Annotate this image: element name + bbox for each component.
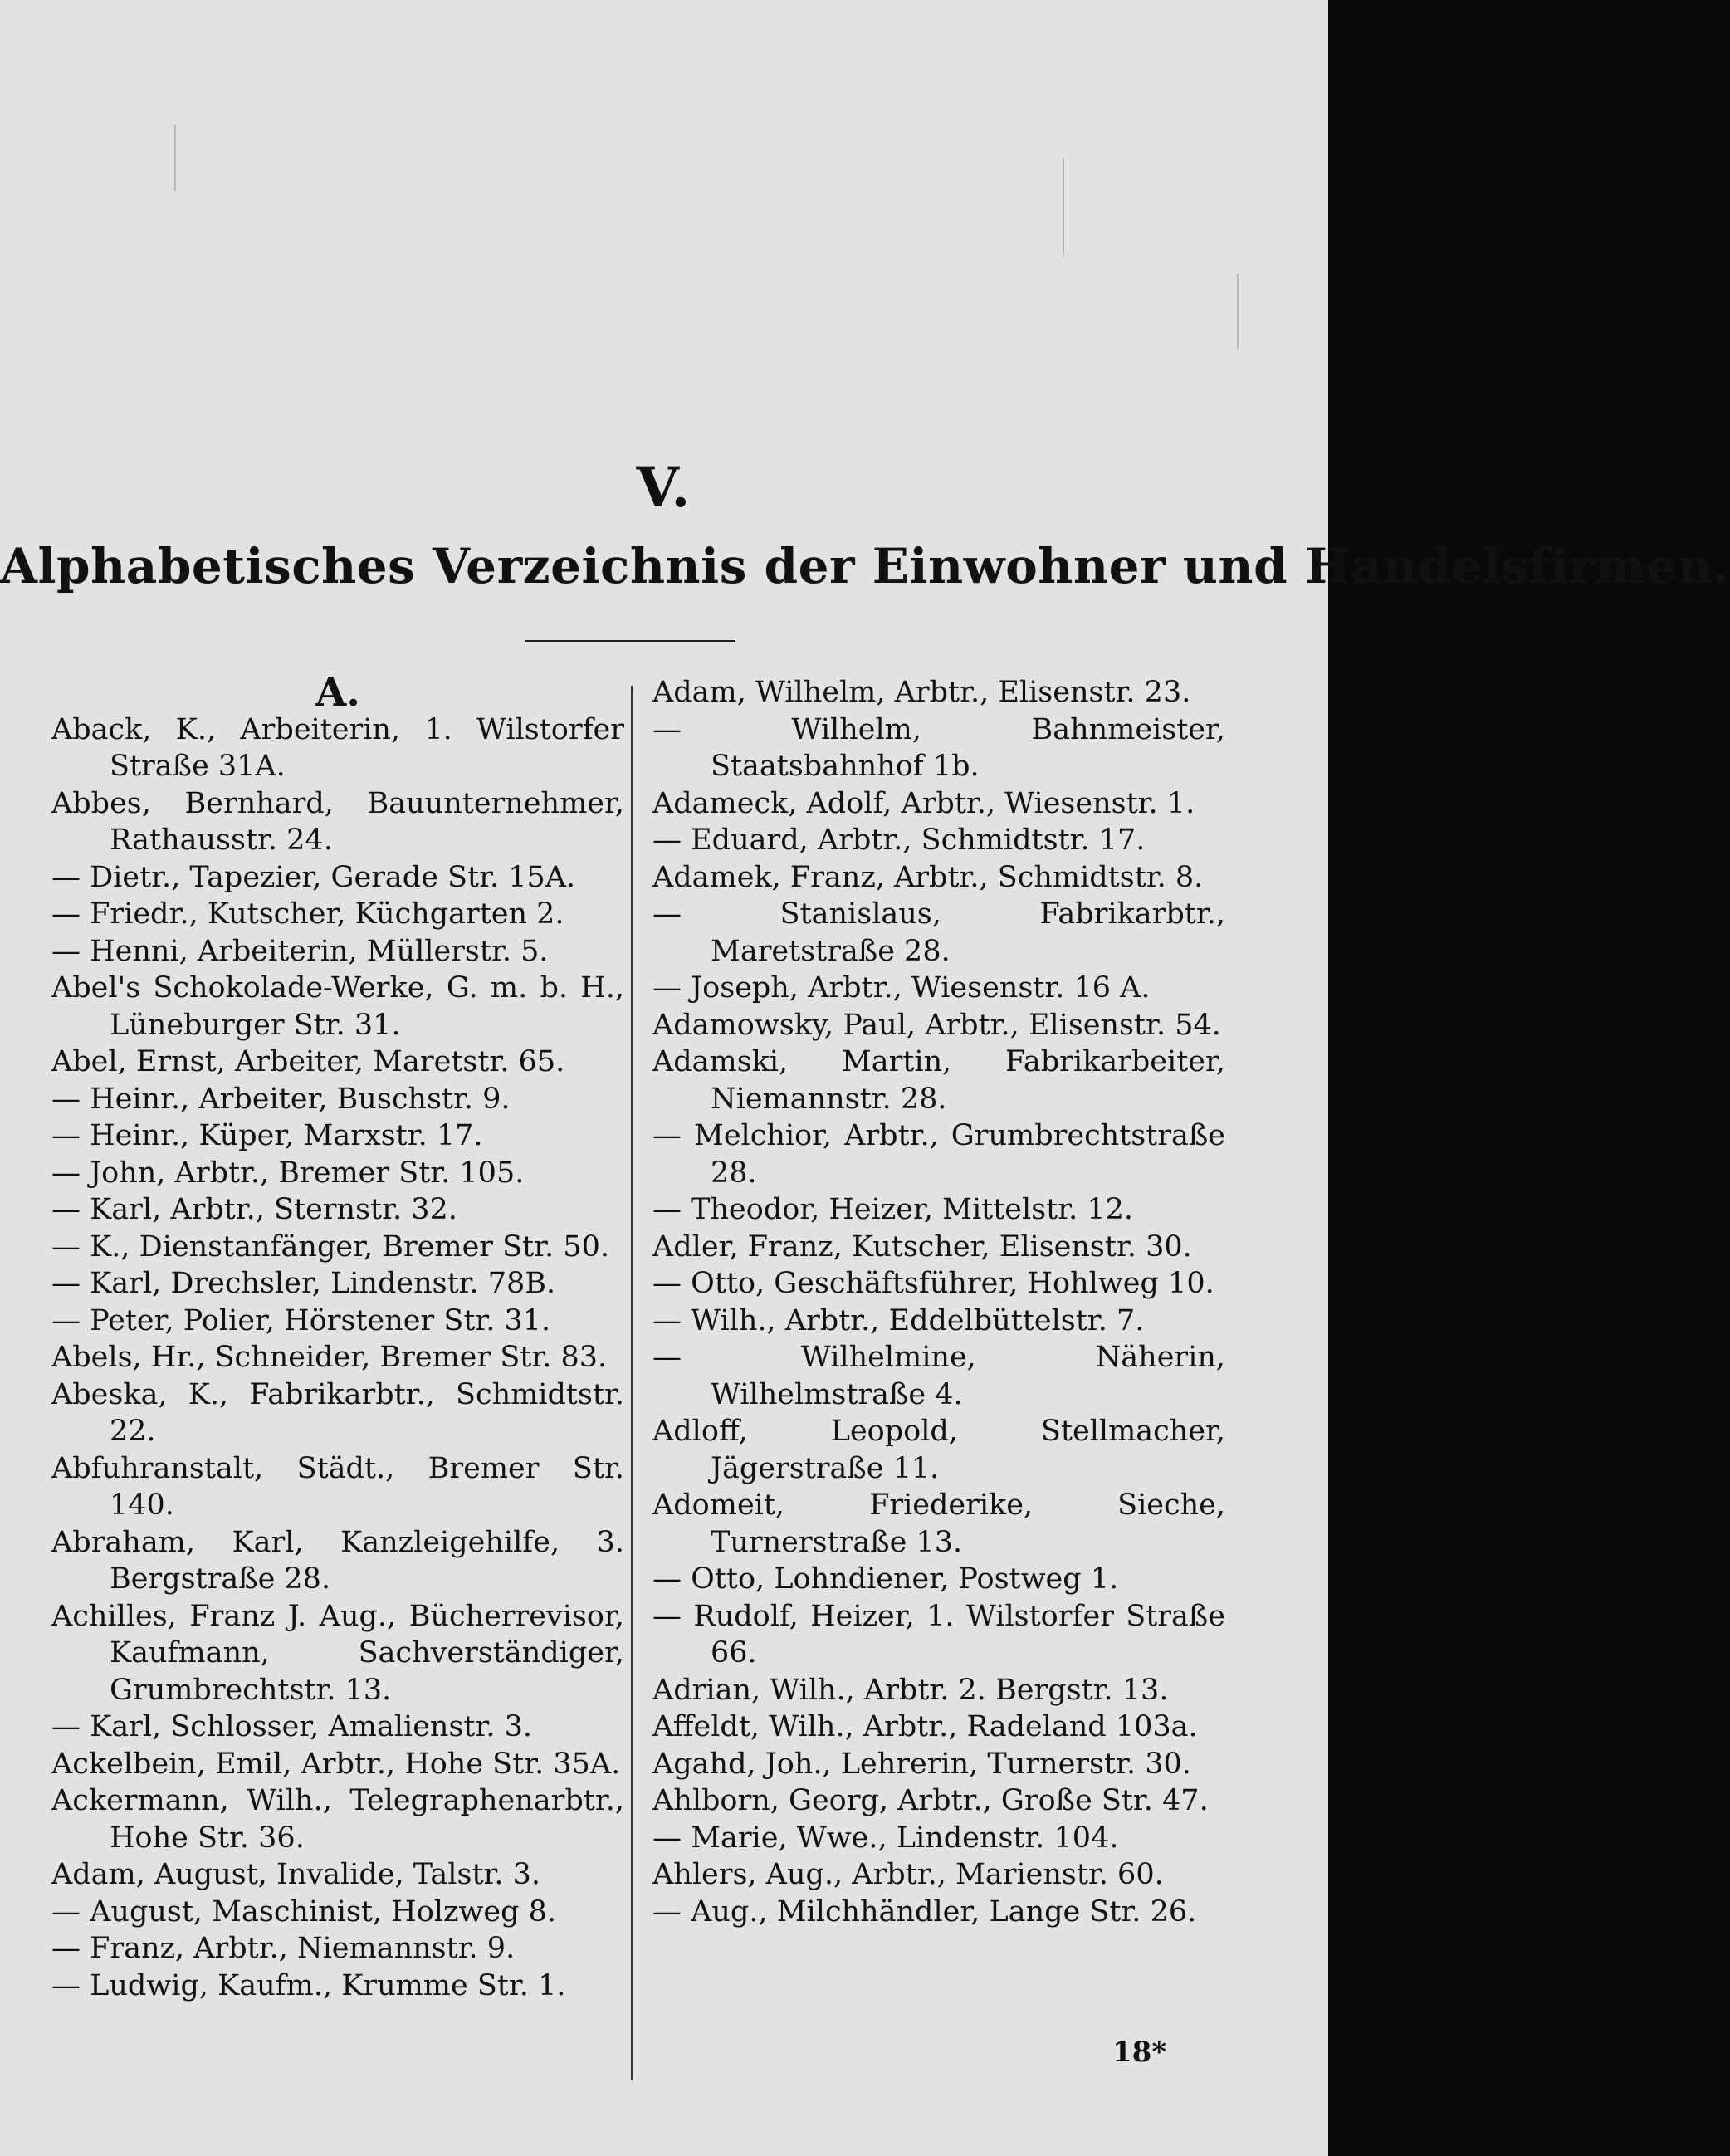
directory-entry: Ackermann, Wilh., Telegraphenarbtr., Hohe Str. 36.: [51, 1784, 624, 1855]
directory-entry: — Dietr., Tapezier, Gerade Str. 15A.: [51, 860, 576, 894]
directory-entry: Abel's Schokolade-Werke, G. m. b. H., Lüneburger Str. 31.: [51, 971, 624, 1042]
directory-entry: Adamski, Martin, Fabrikarbeiter, Niemannstr. 28.: [652, 1045, 1225, 1116]
directory-entry: — John, Arbtr., Bremer Str. 105.: [51, 1156, 525, 1190]
directory-entry: Adomeit, Friederike, Sieche, Turnerstraße 13.: [652, 1489, 1225, 1559]
letter-heading: A.: [315, 669, 360, 716]
directory-entry: Ackelbein, Emil, Arbtr., Hohe Str. 35A.: [51, 1747, 621, 1781]
directory-entry: — Marie, Wwe., Lindenstr. 104.: [652, 1821, 1119, 1855]
directory-entry: — Karl, Schlosser, Amalienstr. 3.: [51, 1710, 533, 1743]
directory-entry: Agahd, Joh., Lehrerin, Turnerstr. 30.: [652, 1747, 1191, 1781]
directory-entry: — Melchior, Arbtr., Grumbrechtstraße 28.: [652, 1119, 1225, 1190]
directory-entry: Affeldt, Wilh., Arbtr., Radeland 103a.: [652, 1710, 1198, 1743]
directory-entry: — Wilh., Arbtr., Eddelbüttelstr. 7.: [652, 1303, 1145, 1337]
directory-entry: — Ludwig, Kaufm., Krumme Str. 1.: [51, 1968, 566, 2002]
page-number: 18*: [1112, 2036, 1167, 2069]
directory-entry: Adamowsky, Paul, Arbtr., Elisenstr. 54.: [652, 1008, 1221, 1042]
directory-entry: Abfuhranstalt, Städt., Bremer Str. 140.: [51, 1451, 624, 1522]
directory-entry: — Joseph, Arbtr., Wiesenstr. 16 A.: [652, 971, 1151, 1005]
directory-entry: — Friedr., Kutscher, Küchgarten 2.: [51, 897, 564, 931]
directory-entry: Adloff, Leopold, Stellmacher, Jägerstraße 11.: [652, 1415, 1225, 1485]
page-title: Alphabetisches Verzeichnis der Einwohner und Handelsfirmen.: [0, 538, 1730, 594]
title-rule-divider: [525, 640, 735, 642]
directory-entry: Adameck, Adolf, Arbtr., Wiesenstr. 1.: [652, 786, 1195, 820]
directory-entry: — Eduard, Arbtr., Schmidtstr. 17.: [652, 824, 1146, 857]
directory-entry: — Otto, Lohndiener, Postweg 1.: [652, 1562, 1119, 1596]
directory-entry: — Wilhelmine, Näherin, Wilhelmstraße 4.: [652, 1341, 1225, 1411]
directory-entry: Adrian, Wilh., Arbtr. 2. Bergstr. 13.: [652, 1673, 1169, 1707]
paper-scratch: [174, 125, 176, 191]
directory-entry: — Stanislaus, Fabrikarbtr., Maretstraße 28.: [652, 897, 1225, 968]
directory-entry: Achilles, Franz J. Aug., Bücherrevisor, Kaufmann, Sachverständiger, Grumbrechtstr. 13.: [51, 1599, 624, 1707]
directory-entry: Ahlers, Aug., Arbtr., Marienstr. 60.: [652, 1858, 1164, 1891]
directory-entry: Abbes, Bernhard, Bauunternehmer, Rathausstr. 24.: [51, 786, 624, 857]
paper-scratch: [1063, 158, 1064, 257]
directory-entry: — Peter, Polier, Hörstener Str. 31.: [51, 1303, 551, 1337]
column-divider: [631, 686, 633, 2080]
directory-entry: Adler, Franz, Kutscher, Elisenstr. 30.: [652, 1230, 1192, 1264]
directory-entry: — Theodor, Heizer, Mittelstr. 12.: [652, 1193, 1134, 1226]
directory-entry: — Otto, Geschäftsführer, Hohlweg 10.: [652, 1267, 1214, 1300]
directory-entry: Abel, Ernst, Arbeiter, Maretstr. 65.: [51, 1045, 565, 1078]
paper-scratch: [1237, 274, 1239, 349]
directory-entry: — Wilhelm, Bahnmeister, Staatsbahnhof 1b.: [652, 712, 1225, 783]
directory-entry: — Heinr., Küper, Marxstr. 17.: [51, 1119, 483, 1152]
left-column: [51, 669, 624, 2004]
section-number: V.: [636, 455, 692, 520]
directory-entry: — K., Dienstanfänger, Bremer Str. 50.: [51, 1230, 609, 1264]
directory-entry: — Karl, Drechsler, Lindenstr. 78B.: [51, 1267, 556, 1300]
directory-entry: Aback, K., Arbeiterin, 1. Wilstorfer Straße 31A.: [51, 712, 624, 783]
directory-entry: Abraham, Karl, Kanzleigehilfe, 3. Bergstraße 28.: [51, 1525, 624, 1596]
directory-entry: Abeska, K., Fabrikarbtr., Schmidtstr. 22.: [51, 1377, 624, 1448]
directory-entry: — Rudolf, Heizer, 1. Wilstorfer Straße 66.: [652, 1599, 1225, 1670]
directory-entry: Adam, Wilhelm, Arbtr., Elisenstr. 23.: [652, 676, 1191, 709]
directory-entry: — Karl, Arbtr., Sternstr. 32.: [51, 1193, 457, 1226]
right-column: [652, 674, 1225, 1930]
directory-entry: — August, Maschinist, Holzweg 8.: [51, 1894, 557, 1929]
directory-entry: — Franz, Arbtr., Niemannstr. 9.: [51, 1932, 516, 1965]
directory-entry: — Henni, Arbeiterin, Müllerstr. 5.: [51, 934, 549, 968]
directory-entry: Adam, August, Invalide, Talstr. 3.: [51, 1858, 541, 1891]
directory-entry: Abels, Hr., Schneider, Bremer Str. 83.: [51, 1341, 608, 1374]
directory-entry: Ahlborn, Georg, Arbtr., Große Str. 47.: [652, 1784, 1209, 1817]
directory-entry: Adamek, Franz, Arbtr., Schmidtstr. 8.: [652, 860, 1204, 894]
directory-entry: — Heinr., Arbeiter, Buschstr. 9.: [51, 1082, 511, 1116]
directory-entry: — Aug., Milchhändler, Lange Str. 26.: [652, 1894, 1197, 1929]
